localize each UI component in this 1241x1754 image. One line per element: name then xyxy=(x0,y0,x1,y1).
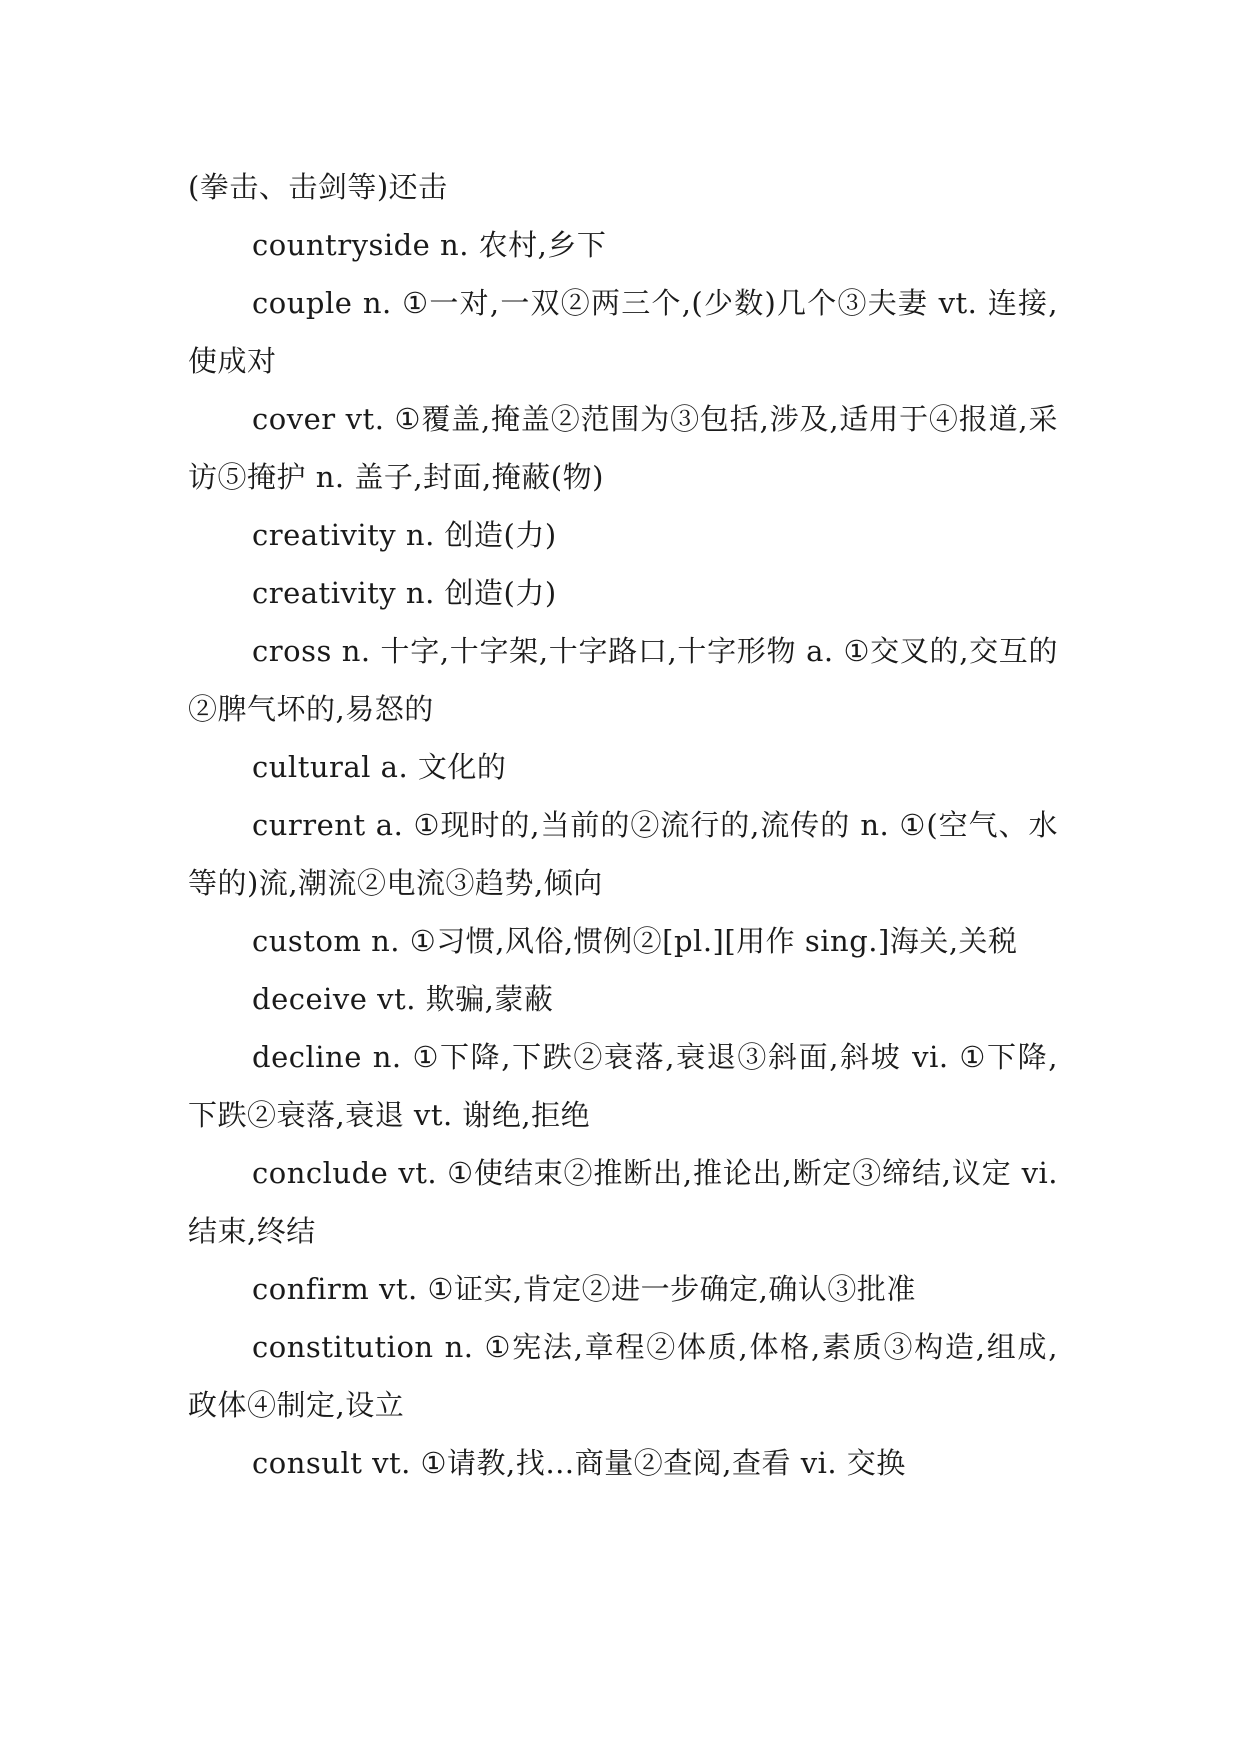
vocab-entry-confirm: confirm vt. ①证实,肯定②进一步确定,确认③批准 xyxy=(252,1272,916,1306)
vocab-entry-deceive: deceive vt. 欺骗,蒙蔽 xyxy=(252,982,554,1016)
vocab-entry-cover: cover vt. ①覆盖,掩盖②范围为③包括,涉及,适用于④报道,采访⑤掩护 n. 盖子,封面,掩蔽(物) xyxy=(188,402,1058,494)
vocab-entry-conclude: conclude vt. ①使结束②推断出,推论出,断定③缔结,议定 vi. 结束,终结 xyxy=(188,1156,1058,1248)
vocab-entry-creativity: creativity n. 创造(力) xyxy=(252,518,557,552)
vocab-entry-consult: consult vt. ①请教,找…商量②查阅,查看 vi. 交换 xyxy=(252,1446,906,1480)
vocab-entry-custom: custom n. ①习惯,风俗,惯例②[pl.][用作 sing.]海关,关税 xyxy=(252,924,1018,958)
vocab-entry-countryside: countryside n. 农村,乡下 xyxy=(252,228,607,262)
vocab-entry-decline: decline n. ①下降,下跌②衰落,衰退③斜面,斜坡 vi. ①下降,下跌②衰落,衰退 vt. 谢绝,拒绝 xyxy=(188,1040,1058,1132)
vocab-entry-current: current a. ①现时的,当前的②流行的,流传的 n. ①(空气、水等的)流,潮流②电流③趋势,倾向 xyxy=(188,808,1058,900)
vocab-entry-constitution: constitution n. ①宪法,章程②体质,体格,素质③构造,组成,政体④制定,设立 xyxy=(188,1330,1058,1422)
vocab-entry-couple: couple n. ①一对,一双②两三个,(少数)几个③夫妻 vt. 连接,使成对 xyxy=(188,286,1058,378)
document-body xyxy=(188,158,1058,1492)
vocab-entry-creativity-repeat: creativity n. 创造(力) xyxy=(252,576,557,610)
vocab-entry-cross: cross n. 十字,十字架,十字路口,十字形物 a. ①交叉的,交互的②脾气坏的,易怒的 xyxy=(188,634,1058,726)
vocab-entry-cultural: cultural a. 文化的 xyxy=(252,750,507,784)
paragraph: (拳击、击剑等)还击 xyxy=(188,170,448,204)
